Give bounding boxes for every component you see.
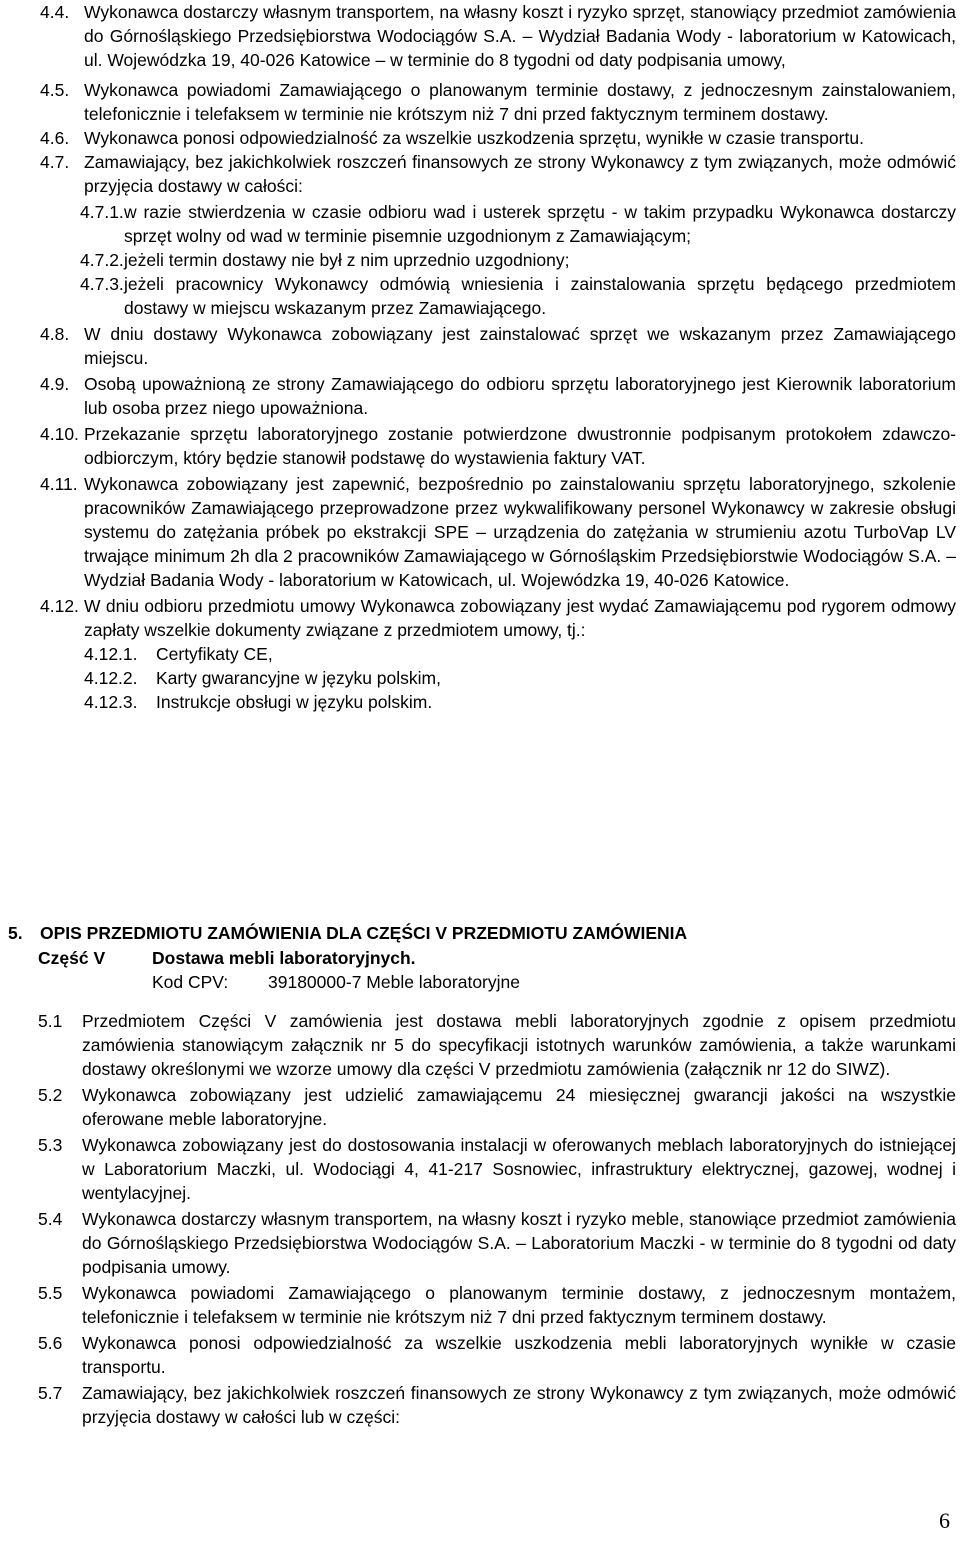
item-number: 4.5. (40, 80, 70, 100)
cpv-value: 39180000-7 Meble laboratoryjne (268, 972, 520, 992)
item-text: W dniu dostawy Wykonawca zobowiązany jest zainstalować sprzęt we wskazanym przez Zamawiającego miejscu. (84, 324, 956, 368)
section-4 (40, 0, 956, 714)
cpv-code (152, 970, 520, 994)
item-text: Wykonawca zobowiązany jest udzielić zamawiającemu 24 miesięcznej gwarancji jakości na wszystkie oferowane meble laboratoryjne. (82, 1085, 956, 1129)
item-text: w razie stwierdzenia w czasie odbioru wad i usterek sprzętu - w takim przypadku Wykonawca dostarczy sprzęt wolny od wad w terminie pisemnie uzgodnionym z Zamawiającym; (124, 202, 956, 246)
item-4-9 (40, 372, 956, 420)
item-number: 5.5 (38, 1283, 63, 1303)
item-text: Wykonawca ponosi odpowiedzialność za wszelkie uszkodzenia mebli laboratoryjnych wynikłe w czasie transportu. (82, 1333, 956, 1377)
item-5-2 (38, 1083, 956, 1131)
item-text: Zamawiający, bez jakichkolwiek roszczeń finansowych ze strony Wykonawcy z tym związanych, może odmówić przyjęcia dostawy w całości: (84, 152, 956, 196)
item-text: Certyfikaty CE, (156, 644, 273, 664)
item-5-7 (38, 1381, 956, 1429)
item-number: 4.12. (40, 596, 79, 616)
item-text: Wykonawca zobowiązany jest zapewnić, bezpośrednio po zainstalowaniu sprzętu laboratoryjnego, szkolenie pracowników Zamawiającego przeprowadzone przez wykwalifikowany personel Wykonawcy w zakresie obsługi systemu do zatężania próbek po ekstrakcji SPE – urządzenia do zatężania w strumieniu azotu TurboVap LV trwające minimum 2h dla 2 pracowników Zamawiającego w Górnośląskim Przedsiębiorstwie Wodociągów S.A. – Wydział Badania Wody - laboratorium w Katowicach, ul. Wojewódzka 19, 40-026 Katowice. (84, 474, 956, 590)
section-title: OPIS PRZEDMIOTU ZAMÓWIENIA DLA CZĘŚCI V PRZEDMIOTU ZAMÓWIENIA (40, 923, 688, 943)
item-4-12-1 (84, 642, 956, 666)
item-number: 5.3 (38, 1135, 63, 1155)
item-4-12 (40, 594, 956, 642)
item-4-11 (40, 472, 956, 592)
item-number: 5.4 (38, 1209, 63, 1229)
item-4-6 (40, 126, 956, 150)
item-4-7-3 (80, 272, 956, 320)
item-number: 5.2 (38, 1085, 63, 1105)
item-number: 4.11. (40, 474, 78, 494)
item-4-10 (40, 422, 956, 470)
item-number: 4.7.1. (80, 202, 124, 222)
item-number: 4.7.2. (80, 250, 124, 270)
item-number: 5.6 (38, 1333, 63, 1353)
item-5-3 (38, 1133, 956, 1205)
item-text: jeżeli termin dostawy nie był z nim uprzednio uzgodniony; (124, 250, 570, 270)
item-number: 4.12.2. (84, 668, 138, 688)
item-5-5 (38, 1281, 956, 1329)
cpv-label: Kod CPV: (152, 972, 229, 992)
item-4-12-2 (84, 666, 956, 690)
item-text: Przedmiotem Części V zamówienia jest dostawa mebli laboratoryjnych zgodnie z opisem przedmiotu zamówienia stanowiącym załącznik nr 5 do specyfikacji istotnych warunków zamówienia, a także warunkami dostawy określonymi we wzorze umowy dla części V przedmiotu zamówienia (załącznik nr 12 do SIWZ). (82, 1011, 956, 1079)
item-number: 4.12.3. (84, 692, 138, 712)
item-number: 4.7.3. (80, 274, 124, 294)
item-text: Wykonawca dostarczy własnym transportem, na własny koszt i ryzyko meble, stanowiące przedmiot zamówienia do Górnośląskiego Przedsiębiorstwa Wodociągów S.A. – Laboratorium Maczki - w terminie do 8 tygodni od daty podpisania umowy. (82, 1209, 956, 1277)
item-number: 4.9. (40, 374, 70, 394)
page-number: 6 (939, 1508, 950, 1533)
item-number: 5.7 (38, 1383, 63, 1403)
item-number: 4.6. (40, 128, 70, 148)
item-4-8 (40, 322, 956, 370)
section-5 (38, 1009, 956, 1429)
part-title: Dostawa mebli laboratoryjnych. (152, 948, 416, 968)
item-4-7 (40, 150, 956, 198)
item-text: Karty gwarancyjne w języku polskim, (156, 668, 441, 688)
item-text: W dniu odbioru przedmiotu umowy Wykonawca zobowiązany jest wydać Zamawiającemu pod rygorem odmowy zapłaty wszelkie dokumenty związane z przedmiotem umowy, tj.: (84, 596, 956, 640)
item-4-7-1 (80, 200, 956, 248)
item-4-5 (40, 78, 956, 126)
item-number: 4.10. (40, 424, 79, 444)
item-text: Wykonawca powiadomi Zamawiającego o planowanym terminie dostawy, z jednoczesnym montażem, telefonicznie i telefaksem w terminie nie krótszym niż 7 dni przed faktycznym terminem dostawy. (82, 1283, 956, 1327)
item-number: 4.8. (40, 324, 70, 344)
item-5-1 (38, 1009, 956, 1081)
item-text: Wykonawca powiadomi Zamawiającego o planowanym terminie dostawy, z jednoczesnym zainstalowaniem, telefonicznie i telefaksem w terminie nie krótszym niż 7 dni przed faktycznym terminem dostawy. (84, 80, 956, 124)
item-number: 4.12.1. (84, 644, 138, 664)
item-text: Osobą upoważnioną ze strony Zamawiającego do odbioru sprzętu laboratoryjnego jest Kierownik laboratorium lub osoba przez niego upoważniona. (84, 374, 956, 418)
item-number: 4.7. (40, 152, 70, 172)
part-heading (38, 946, 416, 970)
item-text: Przekazanie sprzętu laboratoryjnego zostanie potwierdzone dwustronnie podpisanym protokołem zdawczo-odbiorczym, który będzie stanowił podstawę do wystawienia faktury VAT. (84, 424, 956, 468)
item-4-12-3 (84, 690, 956, 714)
item-4-7-2 (80, 248, 956, 272)
item-4-4 (40, 0, 956, 72)
item-number: 5.1 (38, 1011, 63, 1031)
item-text: Wykonawca dostarczy własnym transportem, na własny koszt i ryzyko sprzęt, stanowiący przedmiot zamówienia do Górnośląskiego Przedsiębiorstwa Wodociągów S.A. – Wydział Badania Wody - laboratorium w Katowicach, ul. Wojewódzka 19, 40-026 Katowice – w terminie do 8 tygodni od daty podpisania umowy, (84, 2, 956, 70)
item-text: Wykonawca ponosi odpowiedzialność za wszelkie uszkodzenia sprzętu, wynikłe w czasie transportu. (84, 128, 864, 148)
item-text: Instrukcje obsługi w języku polskim. (156, 692, 433, 712)
item-5-6 (38, 1331, 956, 1379)
item-5-4 (38, 1207, 956, 1279)
section-5-heading (8, 921, 688, 945)
section-number: 5. (8, 923, 23, 943)
part-label: Część V (38, 948, 106, 968)
item-text: Wykonawca zobowiązany jest do dostosowania instalacji w oferowanych meblach laboratoryjnych do istniejącej w Laboratorium Maczki, ul. Wodociągi 4, 41-217 Sosnowiec, infrastruktury elektrycznej, gazowej, wodnej i wentylacyjnej. (82, 1135, 956, 1203)
item-text: Zamawiający, bez jakichkolwiek roszczeń finansowych ze strony Wykonawcy z tym związanych, może odmówić przyjęcia dostawy w całości lub w części: (82, 1383, 956, 1427)
item-text: jeżeli pracownicy Wykonawcy odmówią wniesienia i zainstalowania sprzętu będącego przedmiotem dostawy w miejscu wskazanym przez Zamawiającego. (124, 274, 956, 318)
item-number: 4.4. (40, 2, 70, 22)
